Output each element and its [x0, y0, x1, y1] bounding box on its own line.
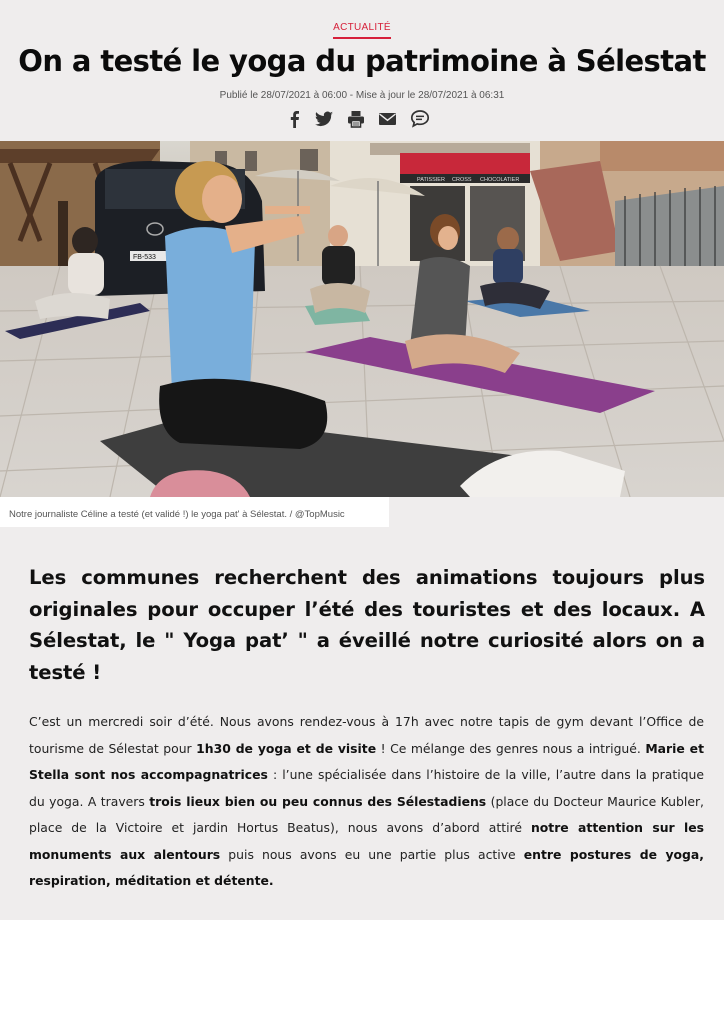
twitter-icon[interactable] — [314, 110, 334, 128]
paragraph-segment: ! Ce mélange des genres nous a intrigué. — [376, 740, 646, 756]
article-paragraph — [29, 709, 704, 895]
yoga-photo-illustration — [0, 141, 724, 497]
comment-icon[interactable] — [410, 109, 430, 128]
paragraph-highlight: 1h30 de yoga et de visite — [196, 740, 377, 756]
section-tag[interactable] — [0, 22, 724, 39]
section-tag-label[interactable]: ACTUALITÉ — [333, 22, 391, 39]
paragraph-segment: (place du Docteur Maurice Kubler, place de la Victoire et jardin Hortus Beatus), nous avons d’abord attiré — [29, 793, 704, 835]
print-icon[interactable] — [347, 110, 365, 128]
photo-caption: Notre journaliste Céline a testé (et validé !) le yoga pat' à Sélestat. / @TopMusic — [0, 497, 389, 527]
article-photo — [0, 141, 724, 497]
article-body — [0, 527, 724, 920]
share-bar — [287, 109, 430, 128]
shop-awning — [400, 153, 530, 175]
article-title: On a testé le yoga du patrimoine à Sélestat — [18, 44, 706, 78]
paragraph-highlight: entre postures de yoga, respiration, méditation et détente. — [29, 846, 704, 888]
paragraph-segment: : l’une spécialisée dans l’histoire de la ville, l’autre dans la pratique du yoga. A travers — [29, 767, 704, 809]
publish-meta: Publié le 28/07/2021 à 06:00 - Mise à jour le 28/07/2021 à 06:31 — [219, 90, 505, 101]
paragraph-highlight: trois lieux bien ou peu connus des Sélestadiens — [149, 793, 487, 809]
main-yogi-shirt — [165, 227, 255, 391]
paragraph-highlight: Marie et Stella sont nos accompagnatrices — [29, 740, 704, 782]
paragraph-segment: puis nous avons eu une partie plus active — [220, 846, 524, 862]
license-plate: FB-533 — [133, 254, 156, 261]
paragraph-segment: C’est un mercredi soir d’été. Nous avons rendez-vous à 17h avec notre tapis de gym devant l’Office de tourisme de Sélestat pour — [29, 714, 704, 756]
paragraph-highlight: notre attention sur les monuments aux alentours — [29, 820, 704, 862]
article-lead: Les communes recherchent des animations toujours plus originales pour occuper l’été des touristes et des locaux. A Sélestat, le " Yoga pat’ " a éveillé notre curiosité alors on a testé ! — [29, 566, 705, 684]
email-icon[interactable] — [378, 111, 397, 127]
shop-sign-2: CROSS — [452, 177, 472, 183]
shop-sign-3: CHOCOLATIER — [480, 177, 520, 183]
facebook-icon[interactable] — [287, 110, 301, 128]
article-header — [0, 0, 724, 141]
shop-sign-1: PATISSIER — [417, 177, 445, 183]
